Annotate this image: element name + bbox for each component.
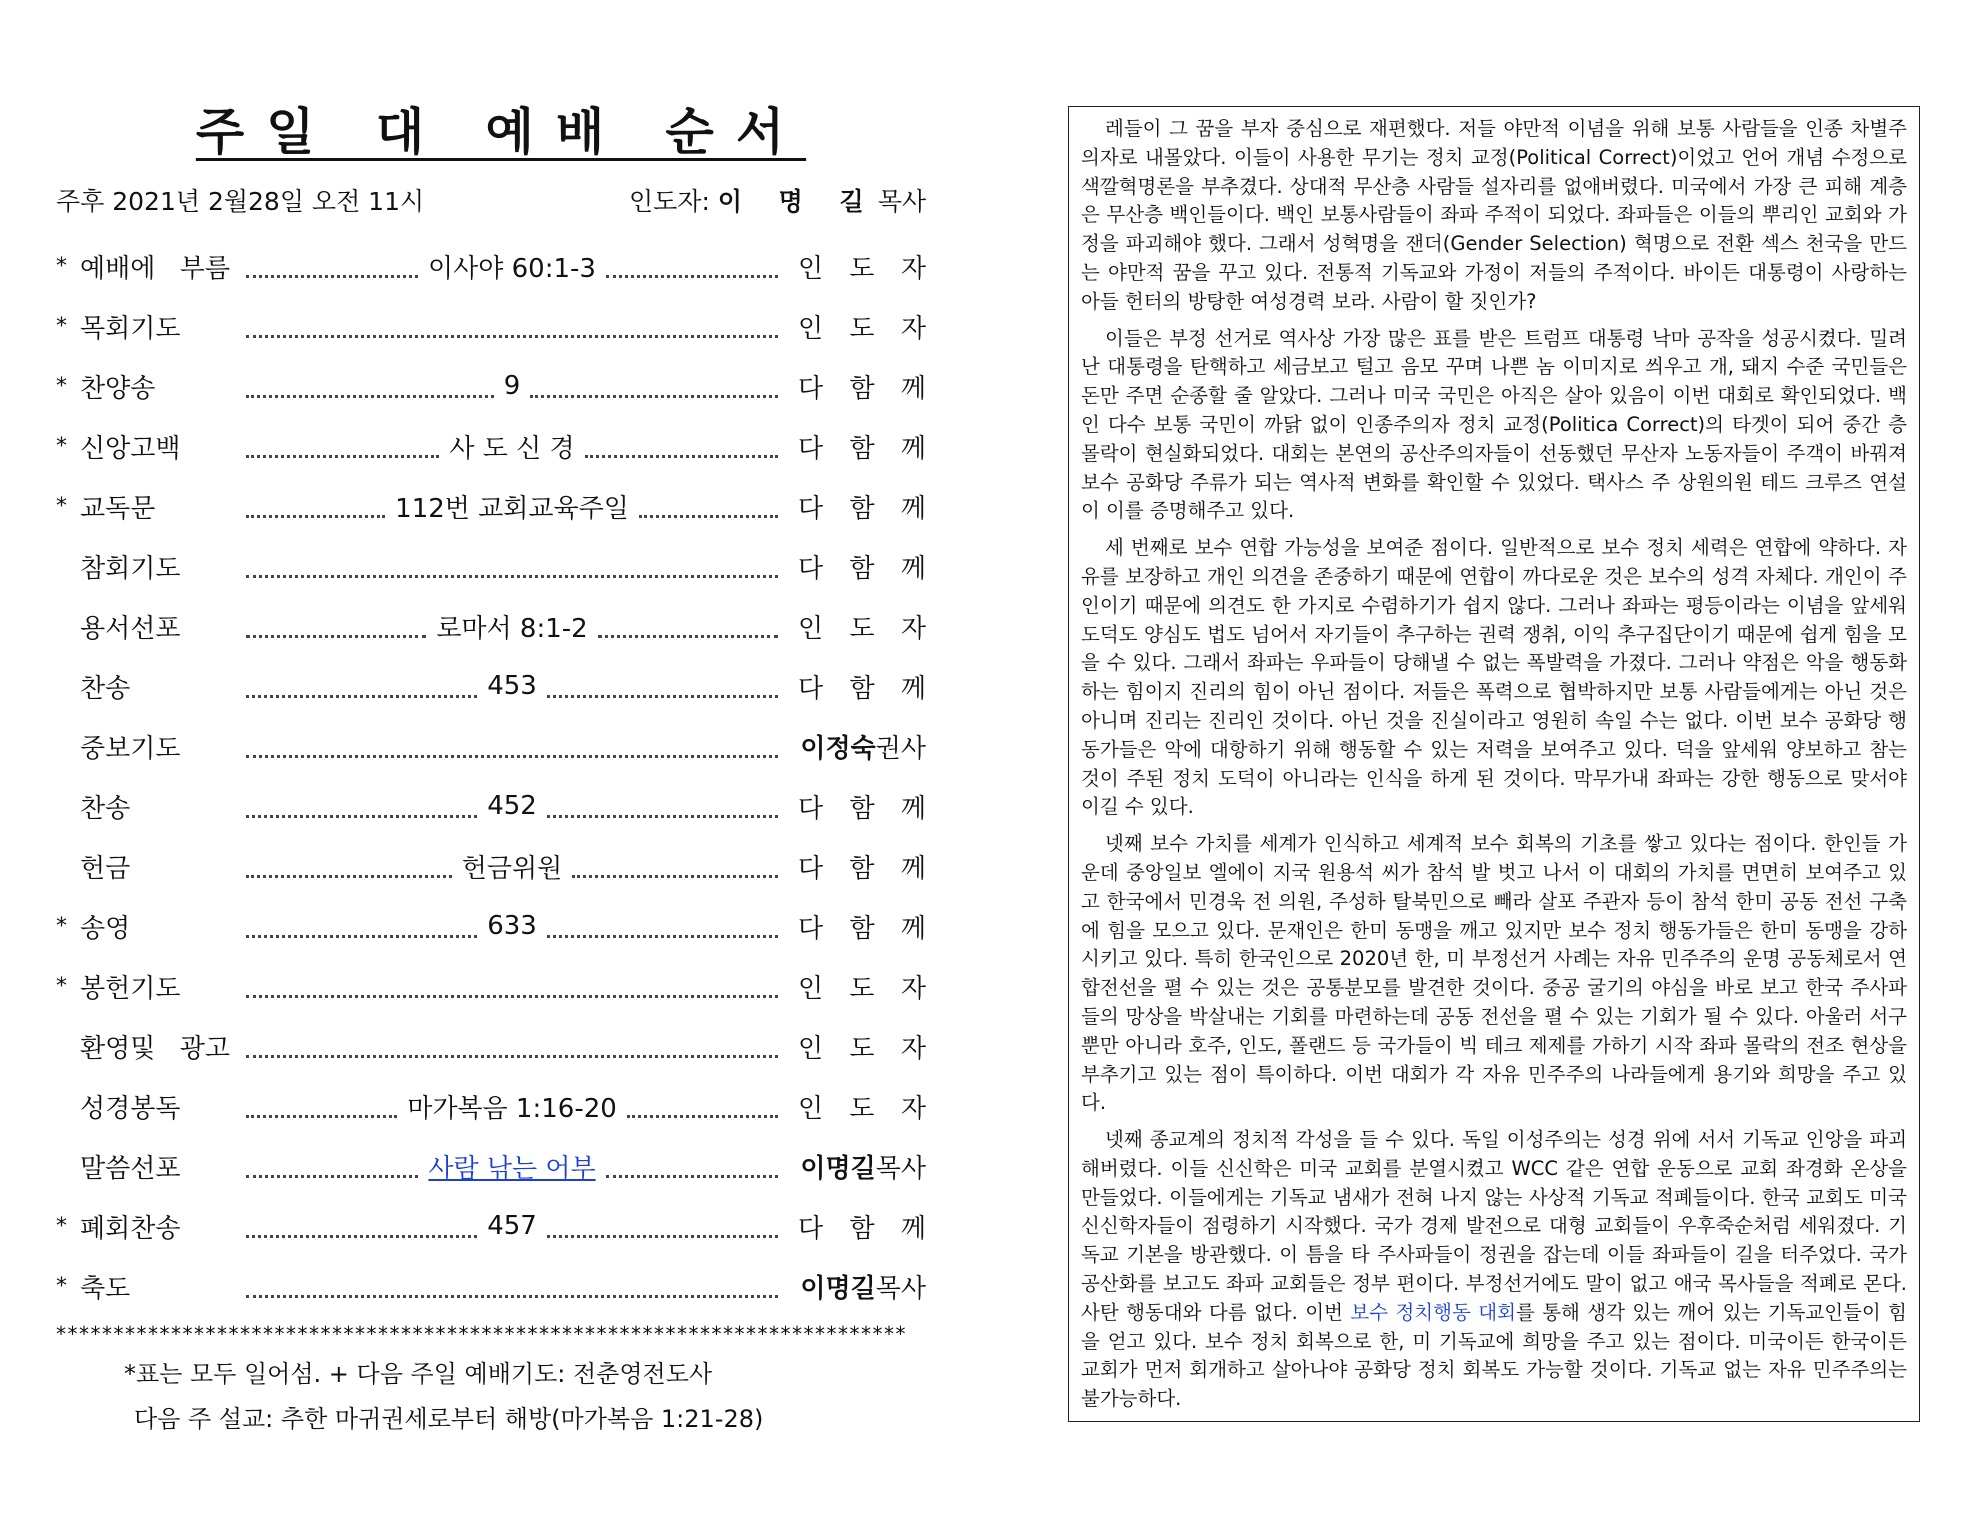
order-row: [56, 1196, 926, 1256]
standing-mark: *: [56, 1273, 67, 1299]
order-detail: 9: [503, 371, 521, 401]
standing-mark: *: [56, 253, 67, 279]
order-label: 교독문: [80, 493, 156, 524]
order-row: [56, 1256, 926, 1316]
separator: **************************************************************************: [56, 1322, 907, 1346]
article-box: [1068, 106, 1920, 1422]
order-who: 인 도 자: [798, 613, 927, 644]
service-datetime: 주후 2021년 2월28일 오전 11시: [56, 187, 425, 216]
sermon-title-link[interactable]: 사람 낚는 어부: [428, 1153, 596, 1184]
order-label: 중보기도: [80, 733, 181, 764]
dot-leader: [246, 629, 426, 638]
dot-leader: [246, 929, 477, 938]
standing-mark: *: [56, 1213, 67, 1239]
order-label: 말씀선포: [80, 1153, 181, 1184]
standing-mark: *: [56, 493, 67, 519]
highlight-link[interactable]: 보수 정치행동 대회: [1350, 1300, 1516, 1324]
dot-leader: [598, 629, 778, 638]
article-paragraph: 넷째 보수 가치를 세계가 인식하고 세계적 보수 회복의 기초를 쌓고 있다는 점이다. 한인들 가운데 중앙일보 엘에이 지국 원용석 씨가 참석 발 벗고 나서 이 대회의 가치를 면면히 보여주고 있고 한국에서 민경욱 전 의원, 주성하 탈북민으로 빼라 살포 주관자 등이 참석 한미 공동 전선 구축에 힘을 모으고 있다. 문재인은 한미 동맹을 깨고 있지만 보수 정치 행동가들은 한미 동맹을 강하시키고 있다. 특히 한국인으로 2020년 한, 미 부정선거 사례는 자유 민주주의 운명 공동체로서 연합전선을 펼 수 있는 것은 공통분모를 발견한 것이다. 중공 굴기의 야심을 바로 보고 한국 주사파들의 망상을 박살내는 기회를 마련하는데 공동 전선을 펼 수 있는 기회가 될 수 있다. 아울러 서구뿐만 아니라 호주, 인도, 폴랜드 등 국가들이 빅 테크 제제를 가하기 시작 좌파 몰락의 전조 현상을 부추기고 있는 점이 특이하다. 이번 대회가 각 자유 민주주의 나라들에게 용기와 희망을 주고 있다.: [1081, 832, 1907, 1115]
standing-mark: *: [56, 973, 67, 999]
order-label: 예배에 부름: [80, 253, 230, 284]
dot-leader: [246, 689, 477, 698]
order-detail: 452: [487, 791, 537, 821]
dot-leader: [246, 809, 477, 818]
dot-leader: [246, 569, 778, 578]
order-who: 인 도 자: [798, 973, 926, 1004]
order-who: 다 함 께: [798, 553, 926, 584]
order-label: 찬양송: [80, 373, 156, 404]
person-name: 이명길: [800, 1273, 876, 1304]
service-meta: [56, 182, 926, 218]
order-list: [56, 236, 926, 1316]
dot-leader: [246, 1289, 778, 1298]
person-title: 목사: [875, 1273, 926, 1304]
dot-leader: [246, 869, 452, 878]
standing-mark: *: [56, 373, 67, 399]
order-label: 환영및 광고: [80, 1033, 230, 1064]
order-detail: 사 도 신 경: [449, 433, 575, 464]
article-paragraph: 레들이 그 꿈을 부자 중심으로 재편했다. 저들 야만적 이념을 위해 보통 사람들을 인종 차별주의자로 내몰았다. 이들이 사용한 무기는 정치 교정(Political Correct)이었고 언어 개념 수정으로 색깔혁명론을 부추겼다. 상대적 무산층 사람들 설자리를 없애버렸다. 미국에서 가장 큰 피해 계층은 무산층 백인들이다. 백인 보통사람들이 좌파 주적이 되었다. 좌파들은 이들의 뿌리인 교회와 가정을 파괴해야 했다. 그래서 성혁명을 잰더(Gender Selection) 혁명으로 전환 섹스 천국을 만드는 야만적 꿈을 꾸고 있다. 전통적 기독교와 가정이 저들의 주적이다. 바이든 대통령이 사랑하는 아들 헌터의 방탕한 여성경력 보라. 사람이 할 짓인가?: [1081, 117, 1907, 313]
article-paragraph: 이들은 부정 선거로 역사상 가장 많은 표를 받은 트럼프 대통령 낙마 공작을 성공시켰다. 밀려난 대통령을 탄핵하고 세금보고 털고 음모 꾸며 나쁜 놈 이미지로 씌우고 개, 돼지 수준 국민들은 돈만 주면 순종할 줄 알았다. 그러나 미국 국민은 아직은 살아 있음이 이번 대회로 확인되었다. 백인 다수 보통 국민이 까닭 없이 인종주의자 정치 교정(Politica Correct)의 타겟이 되어 중간 층 몰락이 현실화되었다. 대회는 본연의 공산주의자들이 선동했던 무산자 노동자들이 주객이 바꿔져 보수 공화당 주류가 되는 역사적 변화를 확인할 수 있었다. 택사스 주 상원의원 테드 크루즈 연설이 이를 증명해주고 있다.: [1081, 326, 1907, 523]
order-detail: 이사야 60:1-3: [428, 253, 596, 284]
order-who: 다 함 께: [798, 853, 926, 884]
order-detail: 헌금위원: [461, 853, 563, 884]
leader-name: 이 명 길: [717, 187, 878, 216]
order-row: [56, 1076, 926, 1136]
order-who: [798, 728, 926, 765]
article-paragraph: 세 번째로 보수 연합 가능성을 보여준 점이다. 일반적으로 보수 정치 세력은 연합에 약하다. 자유를 보장하고 개인 의견을 존중하기 때문에 연합이 까다로운 것은 보수의 성격 자체다. 개인이 주인이기 때문에 의견도 한 가지로 수렴하기가 쉽지 않다. 그러나 좌파는 평등이라는 이념을 앞세워 도덕도 양심도 법도 넘어서 자기들이 추구하는 권력 쟁취, 이익 추구집단이기 때문에 쉽게 힘을 모을 수 있다. 그래서 좌파는 우파들이 당해낼 수 없는 폭발력을 가졌다. 그러나 약점은 악을 행동화하는 힘이지 진리의 힘이 아닌 점이다. 저들은 폭력으로 협박하지만 보통 사람들에게는 아닌 것은 아니며 진리는 진리인 것이다. 아닌 것을 진실이라고 영원히 속일 수는 없다. 이번 보수 공화당 행동가들은 악에 대항하기 위해 행동할 수 있는 저력을 보여주고 있다. 덕을 앞세워 양보하고 참는 것이 주된 정치 도덕이 아니라는 인식을 하게 된 것이다. 막무가내 좌파는 강한 행동으로 맞서야 이길 수 있다.: [1081, 536, 1907, 819]
dot-leader: [639, 509, 778, 518]
order-label: 목회기도: [80, 313, 181, 344]
order-row: [56, 896, 926, 956]
dot-leader: [530, 389, 778, 398]
order-detail: 453: [487, 671, 537, 701]
leader-title: 목사: [877, 187, 926, 216]
order-who: [798, 1148, 926, 1185]
order-detail: 로마서 8:1-2: [436, 613, 588, 644]
order-row: [56, 776, 926, 836]
order-label: 찬송: [80, 673, 131, 704]
order-detail: 마가복음 1:16-20: [407, 1093, 617, 1124]
order-row: [56, 536, 926, 596]
service-leader: 인도자: 이 명 길목사: [629, 187, 926, 216]
order-row: [56, 236, 926, 296]
order-detail: 457: [487, 1211, 537, 1241]
order-row: [56, 1136, 926, 1196]
order-who: 다 함 께: [798, 493, 927, 524]
dot-leader: [246, 749, 778, 758]
order-who: 인 도 자: [798, 253, 926, 284]
dot-leader: [246, 1109, 397, 1118]
order-row: [56, 836, 926, 896]
order-label: 송영: [80, 913, 131, 944]
order-row: [56, 476, 926, 536]
order-label: 축도: [80, 1273, 131, 1304]
order-label: 찬송: [80, 793, 131, 824]
order-who: 다 함 께: [798, 1213, 927, 1244]
person-title: 목사: [875, 1153, 927, 1184]
order-row: [56, 596, 926, 656]
order-row: [56, 956, 926, 1016]
order-who: 인 도 자: [798, 1033, 926, 1064]
order-detail: 633: [487, 911, 537, 941]
order-who: 다 함 께: [798, 913, 927, 944]
order-who: 다 함 께: [798, 793, 927, 824]
dot-leader: [246, 509, 385, 518]
dot-leader: [606, 269, 778, 278]
order-detail: 112번 교회교육주일: [395, 493, 629, 524]
dot-leader: [572, 869, 778, 878]
order-row: [56, 716, 926, 776]
dot-leader: [246, 1049, 778, 1058]
dot-leader: [246, 989, 778, 998]
dot-leader: [547, 1229, 778, 1238]
order-who: [798, 1268, 926, 1305]
note-standing: *표는 모두 일어섬. + 다음 주일 예배기도: 전춘영전도사: [124, 1360, 713, 1388]
order-label: 신앙고백: [80, 433, 181, 464]
dot-leader: [246, 329, 778, 338]
order-row: [56, 416, 926, 476]
dot-leader: [547, 689, 778, 698]
standing-mark: *: [56, 913, 67, 939]
order-label: 폐회찬송: [80, 1213, 181, 1244]
order-row: [56, 656, 926, 716]
order-label: 참회기도: [80, 553, 181, 584]
order-label: 용서선포: [80, 613, 181, 644]
dot-leader: [246, 269, 418, 278]
standing-mark: *: [56, 433, 67, 459]
dot-leader: [585, 449, 778, 458]
person-name: 이명길: [800, 1153, 876, 1184]
order-row: [56, 356, 926, 416]
order-who: 다 함 께: [798, 433, 927, 464]
article-paragraph: 넷째 종교계의 정치적 각성을 들 수 있다. 독일 이성주의는 성경 위에 서서 기독교 인앙을 파괴해버렸다. 이들 신신학은 미국 교회를 분열시켰고 WCC 같은 연합 운동으로 교회 좌경화 온상을 만들었다. 이들에게는 기독교 냄새가 전혀 나지 않는 사상적 기독교 적폐들이다. 한국 교회도 미국 신신학자들이 점령하기 시작했다. 국가 경제 발전으로 대형 교회들이 우후죽순처럼 세워졌다. 기독교 기본을 방관했다. 이 틈을 타 주사파들이 정권을 잡는데 이들 좌파들이 길을 터주었다. 국가 공산화를 보고도 좌파 교회들은 정부 편이다. 부정선거에도 말이 없고 애국 목사들을 적폐로 몬다. 사탄 행동대와 다름 없다. 이번 보수 정치행동 대회를 통해 생각 있는 깨어 있는 기독교인들이 힘을 얻고 있다. 보수 정치 회복으로 한, 미 기독교에 희망을 주고 있는 점이다. 미국이든 한국이든 교회가 먼저 회개하고 살아나야 공화당 정치 회복도 가능할 것이다. 기독교 없는 자유 민주주의는 불가능하다.: [1081, 1128, 1907, 1411]
dot-leader: [627, 1109, 778, 1118]
dot-leader: [547, 929, 778, 938]
order-row: [56, 1016, 926, 1076]
dot-leader: [246, 449, 439, 458]
page-title: 주일 대 예배 순서: [195, 103, 807, 161]
order-label: 봉헌기도: [80, 973, 181, 1004]
dot-leader: [246, 389, 494, 398]
order-who: 다 함 께: [798, 673, 927, 704]
dot-leader: [246, 1229, 477, 1238]
order-who: 다 함 께: [798, 373, 927, 404]
dot-leader: [606, 1169, 778, 1178]
worship-order-panel: [56, 92, 926, 1434]
note-next-sermon: 다음 주 설교: 추한 마귀권세로부터 해방(마가복음 1:21-28): [134, 1405, 764, 1433]
standing-mark: *: [56, 313, 67, 339]
person-title: 권사: [875, 733, 926, 764]
dot-leader: [547, 809, 778, 818]
order-label: 헌금: [80, 853, 131, 884]
dot-leader: [246, 1169, 418, 1178]
order-label: 성경봉독: [80, 1093, 181, 1124]
order-row: [56, 296, 926, 356]
order-who: 인 도 자: [798, 1093, 926, 1124]
person-name: 이정숙: [800, 733, 876, 764]
order-who: 인 도 자: [798, 313, 926, 344]
